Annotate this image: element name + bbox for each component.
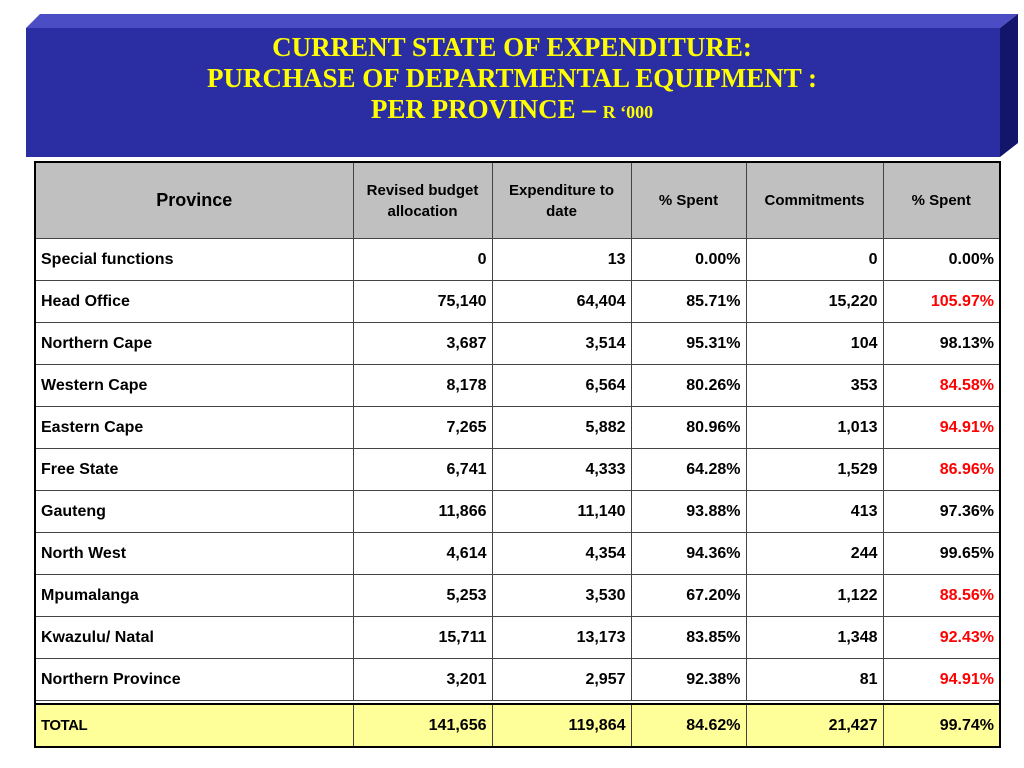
cell-expenditure: 11,140 xyxy=(492,491,631,533)
table-row xyxy=(35,575,1000,617)
cell-province: Kwazulu/ Natal xyxy=(35,617,353,659)
title-line-3-main: PER PROVINCE – xyxy=(370,94,603,124)
cell-budget: 15,711 xyxy=(353,617,492,659)
cell-expenditure: 6,564 xyxy=(492,365,631,407)
cell-pct-total: 99.65% xyxy=(883,533,1000,575)
cell-expenditure: 5,882 xyxy=(492,407,631,449)
cell-commitments: 413 xyxy=(746,491,883,533)
expenditure-table xyxy=(34,161,1001,748)
cell-expenditure: 64,404 xyxy=(492,281,631,323)
cell-pct-spent: 93.88% xyxy=(631,491,746,533)
cell-pct-spent: 95.31% xyxy=(631,323,746,365)
cell-commitments: 15,220 xyxy=(746,281,883,323)
cell-expenditure: 3,530 xyxy=(492,575,631,617)
cell-province: Northern Cape xyxy=(35,323,353,365)
table-row xyxy=(35,365,1000,407)
cell-province: Special functions xyxy=(35,239,353,281)
total-cell-pct-total: 99.74% xyxy=(883,704,1000,747)
cell-pct-spent: 0.00% xyxy=(631,239,746,281)
table-row xyxy=(35,323,1000,365)
cell-commitments: 353 xyxy=(746,365,883,407)
title-line-1: CURRENT STATE OF EXPENDITURE: xyxy=(272,32,752,62)
cell-expenditure: 13 xyxy=(492,239,631,281)
cell-pct-spent: 80.26% xyxy=(631,365,746,407)
total-cell-province: TOTAL xyxy=(35,704,353,747)
total-cell-expenditure: 119,864 xyxy=(492,704,631,747)
cell-commitments: 1,348 xyxy=(746,617,883,659)
cell-pct-total: 92.43% xyxy=(883,617,1000,659)
cell-budget: 4,614 xyxy=(353,533,492,575)
cell-pct-spent: 67.20% xyxy=(631,575,746,617)
cell-pct-spent: 94.36% xyxy=(631,533,746,575)
cell-budget: 75,140 xyxy=(353,281,492,323)
cell-pct-spent: 83.85% xyxy=(631,617,746,659)
cell-pct-total: 105.97% xyxy=(883,281,1000,323)
cell-expenditure: 13,173 xyxy=(492,617,631,659)
cell-budget: 11,866 xyxy=(353,491,492,533)
cell-province: Head Office xyxy=(35,281,353,323)
header-pct-spent: % Spent xyxy=(631,162,746,239)
header-commitments: Commitments xyxy=(746,162,883,239)
cell-province: Eastern Cape xyxy=(35,407,353,449)
cell-expenditure: 4,354 xyxy=(492,533,631,575)
cell-expenditure: 2,957 xyxy=(492,659,631,701)
header-pct-spent-total: % Spent xyxy=(883,162,1000,239)
cell-pct-spent: 64.28% xyxy=(631,449,746,491)
cell-commitments: 1,013 xyxy=(746,407,883,449)
cell-budget: 8,178 xyxy=(353,365,492,407)
cell-commitments: 81 xyxy=(746,659,883,701)
title-line-3 xyxy=(0,94,1024,128)
header-province: Province xyxy=(35,162,353,239)
total-row xyxy=(35,704,1000,747)
table-row xyxy=(35,281,1000,323)
cell-budget: 7,265 xyxy=(353,407,492,449)
table-row xyxy=(35,239,1000,281)
cell-province: Western Cape xyxy=(35,365,353,407)
cell-pct-total: 94.91% xyxy=(883,407,1000,449)
header-expenditure: Expenditure to date xyxy=(492,162,631,239)
cell-province: Gauteng xyxy=(35,491,353,533)
cell-province: North West xyxy=(35,533,353,575)
cell-pct-spent: 80.96% xyxy=(631,407,746,449)
cell-pct-total: 86.96% xyxy=(883,449,1000,491)
banner-top-bevel xyxy=(26,14,1018,28)
total-cell-pct-spent: 84.62% xyxy=(631,704,746,747)
slide-title xyxy=(0,32,1024,128)
total-cell-budget: 141,656 xyxy=(353,704,492,747)
title-unit: R ‘000 xyxy=(602,102,654,122)
cell-budget: 6,741 xyxy=(353,449,492,491)
table-row xyxy=(35,533,1000,575)
cell-pct-total: 94.91% xyxy=(883,659,1000,701)
table-row xyxy=(35,449,1000,491)
cell-expenditure: 3,514 xyxy=(492,323,631,365)
cell-pct-total: 97.36% xyxy=(883,491,1000,533)
cell-commitments: 1,122 xyxy=(746,575,883,617)
cell-expenditure: 4,333 xyxy=(492,449,631,491)
cell-budget: 0 xyxy=(353,239,492,281)
title-line-2: PURCHASE OF DEPARTMENTAL EQUIPMENT : xyxy=(206,63,818,93)
cell-province: Mpumalanga xyxy=(35,575,353,617)
header-revised-budget: Revised budget allocation xyxy=(353,162,492,239)
cell-pct-total: 98.13% xyxy=(883,323,1000,365)
cell-province: Northern Province xyxy=(35,659,353,701)
cell-pct-total: 88.56% xyxy=(883,575,1000,617)
cell-commitments: 244 xyxy=(746,533,883,575)
cell-commitments: 1,529 xyxy=(746,449,883,491)
table-row xyxy=(35,491,1000,533)
cell-pct-total: 84.58% xyxy=(883,365,1000,407)
cell-commitments: 0 xyxy=(746,239,883,281)
total-cell-commitments: 21,427 xyxy=(746,704,883,747)
cell-budget: 3,201 xyxy=(353,659,492,701)
cell-province: Free State xyxy=(35,449,353,491)
cell-budget: 3,687 xyxy=(353,323,492,365)
table-row xyxy=(35,617,1000,659)
table-row xyxy=(35,659,1000,701)
cell-commitments: 104 xyxy=(746,323,883,365)
table-row xyxy=(35,407,1000,449)
cell-pct-spent: 85.71% xyxy=(631,281,746,323)
cell-pct-total: 0.00% xyxy=(883,239,1000,281)
cell-pct-spent: 92.38% xyxy=(631,659,746,701)
header-row xyxy=(35,162,1000,239)
cell-budget: 5,253 xyxy=(353,575,492,617)
